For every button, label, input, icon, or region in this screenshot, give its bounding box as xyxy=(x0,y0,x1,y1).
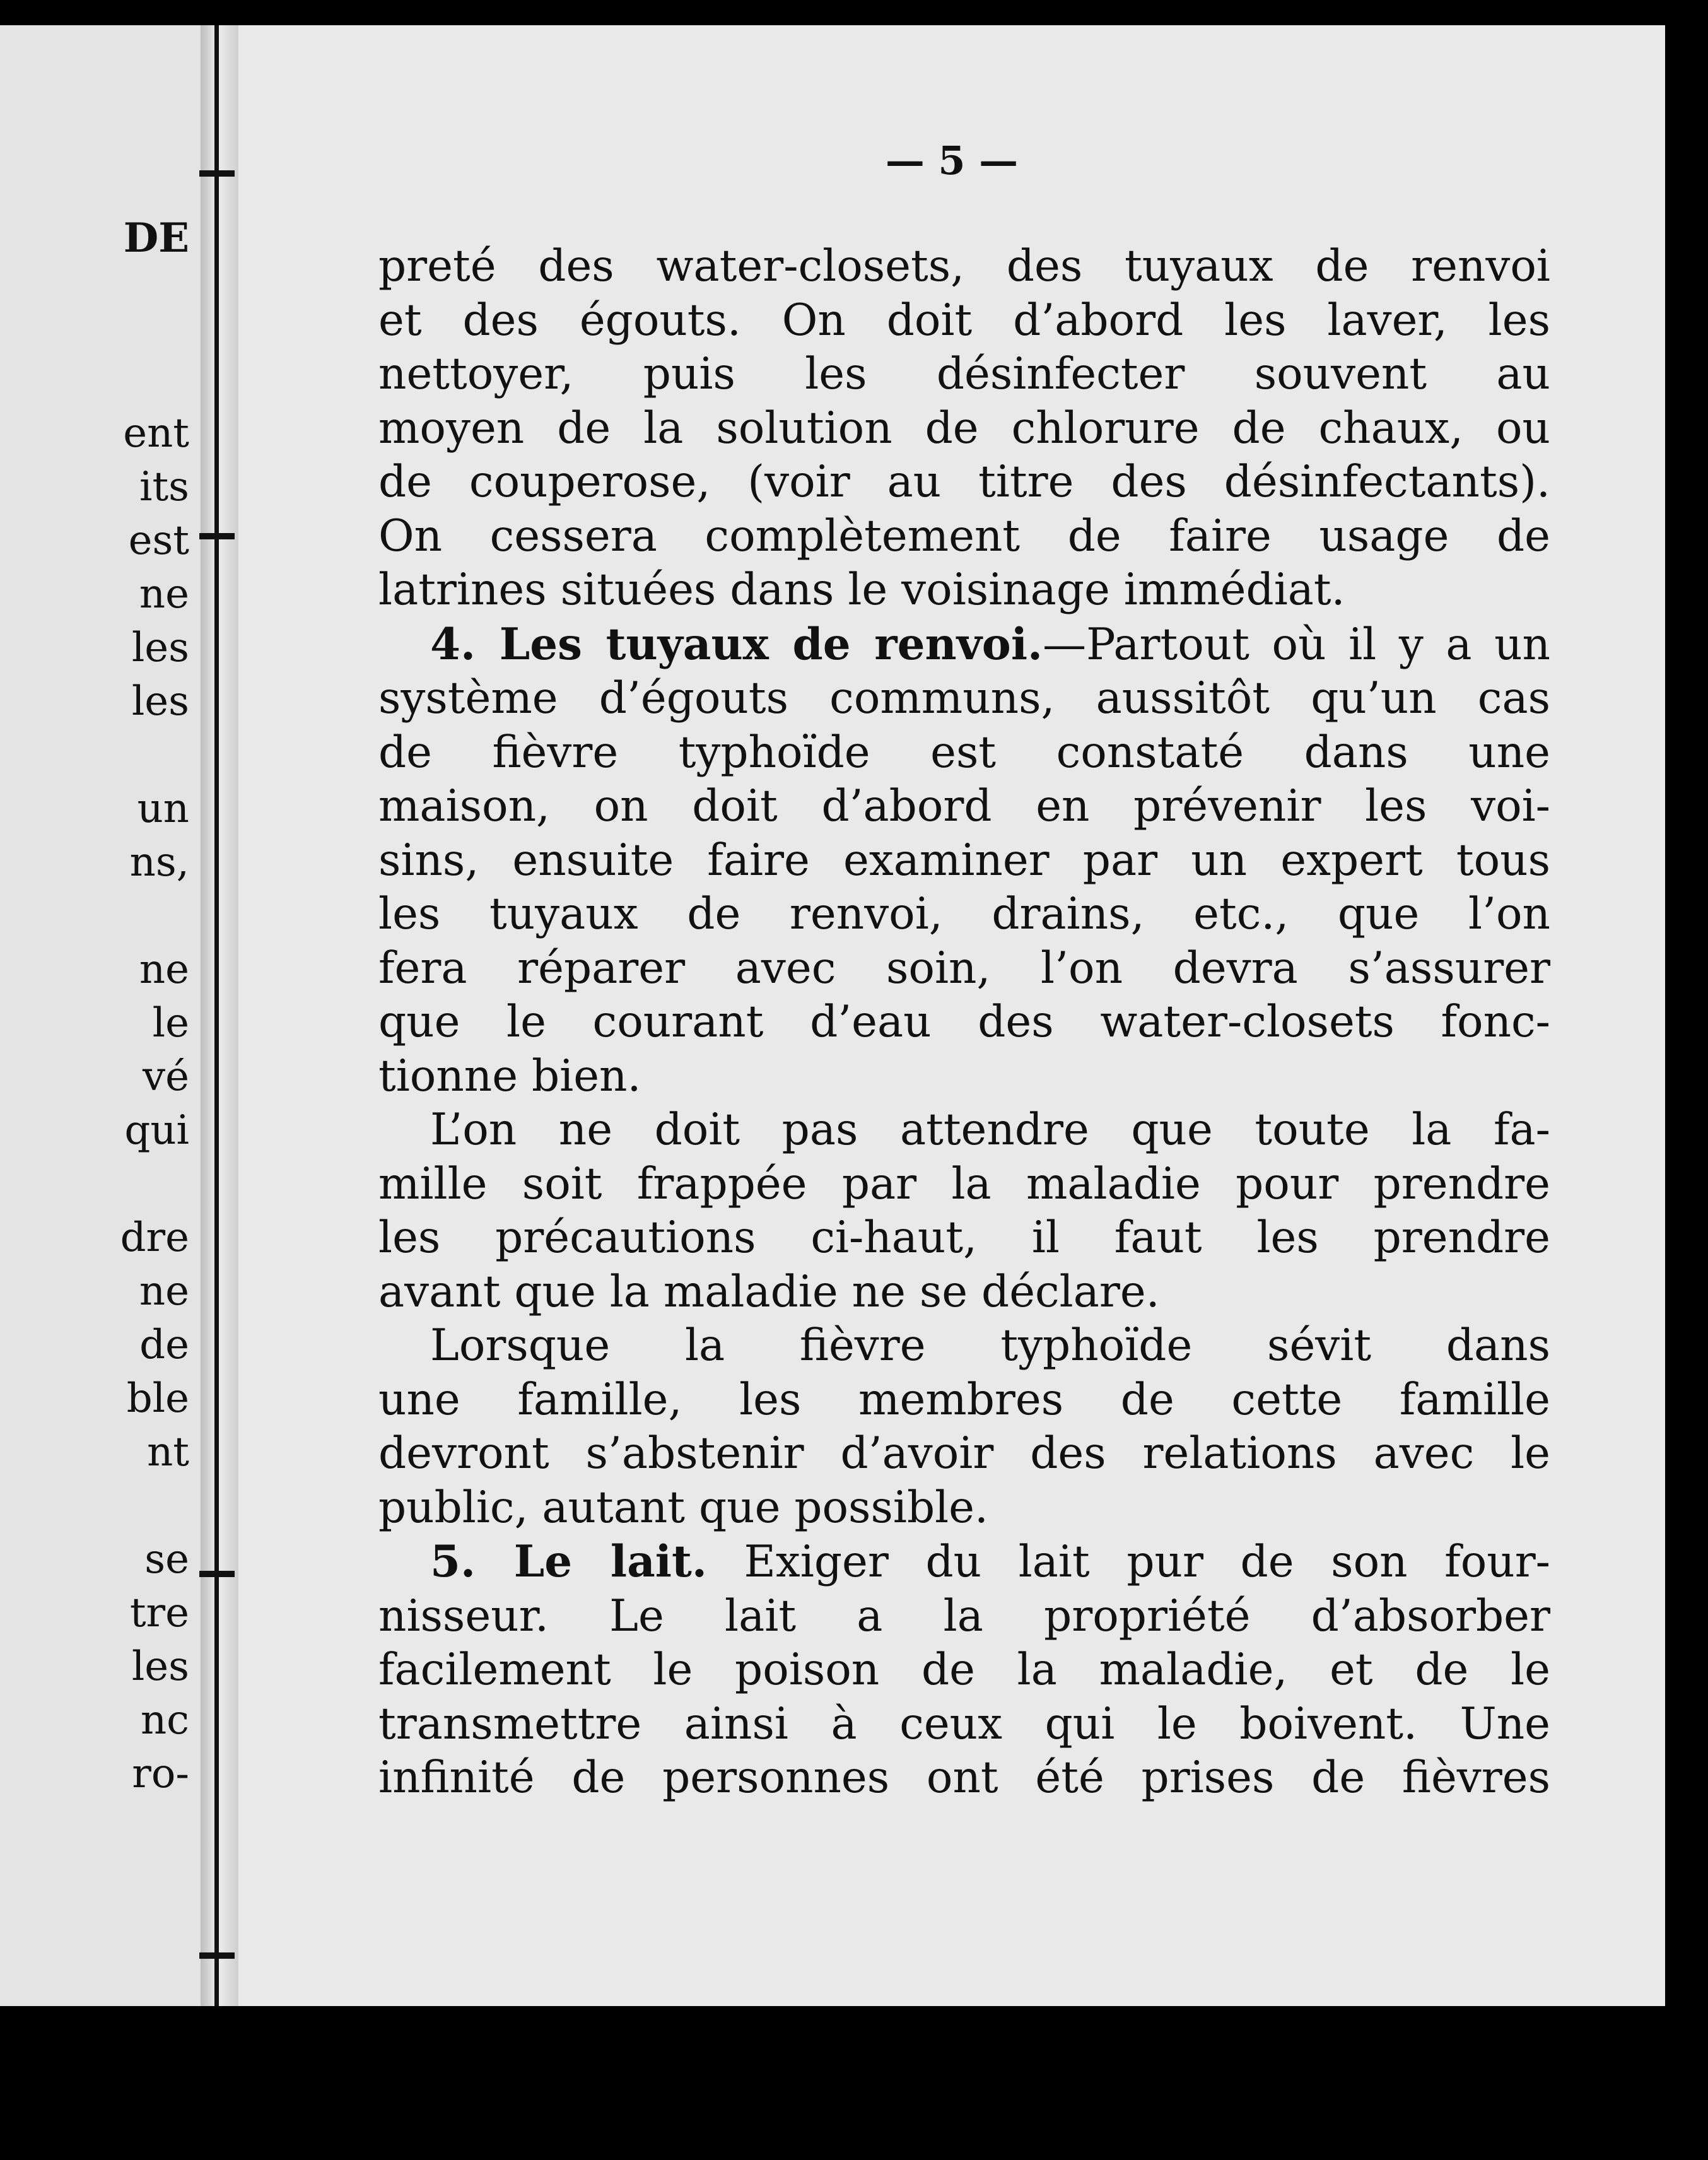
left-page-text-fragment: est xyxy=(128,517,189,564)
text-line xyxy=(378,240,1550,294)
left-page-text-fragment: de xyxy=(139,1322,189,1368)
left-page-text-fragment: ro- xyxy=(132,1751,189,1797)
left-page-text-fragment: le xyxy=(152,1000,189,1047)
body-text xyxy=(378,240,1550,1805)
text-line xyxy=(378,888,1550,942)
text-line-content: tionne bien. xyxy=(378,1050,641,1101)
text-line-content: Exiger du lait pur de son four- xyxy=(706,1537,1550,1587)
text-line xyxy=(378,1698,1550,1752)
text-line xyxy=(378,1481,1550,1535)
text-line xyxy=(378,780,1550,834)
text-line xyxy=(378,1643,1550,1698)
section-heading: 4. Les tuyaux de renvoi. xyxy=(430,618,1043,670)
left-page-text-fragment: un xyxy=(137,785,189,832)
text-line xyxy=(378,1373,1550,1428)
left-page-text-fragment: ne xyxy=(139,571,189,618)
spine-stitch xyxy=(199,1571,235,1577)
text-line-content: de couperose, (voir au titre des désinfectants). xyxy=(378,457,1550,507)
spine-stitch xyxy=(199,533,235,539)
text-line-content: que le courant d’eau des water-closets fonc- xyxy=(378,997,1550,1047)
text-line xyxy=(378,455,1550,510)
main-page xyxy=(238,25,1665,2006)
text-line-content: maison, on doit d’abord en prévenir les voi- xyxy=(378,781,1550,831)
text-line xyxy=(378,1158,1550,1212)
left-page-text-fragment: ent xyxy=(123,410,189,457)
spine-stitch xyxy=(199,1952,235,1959)
text-line xyxy=(378,402,1550,456)
text-line xyxy=(378,510,1550,564)
text-line-content: les précautions ci-haut, il faut les prendre xyxy=(378,1212,1550,1263)
text-line-content: moyen de la solution de chlorure de chaux, ou xyxy=(378,402,1550,454)
text-line-content: mille soit frappée par la maladie pour prendre xyxy=(378,1158,1550,1209)
spine-stitch xyxy=(199,170,235,177)
text-line-content: transmettre ainsi à ceux qui le boivent. Une xyxy=(378,1698,1550,1749)
text-line xyxy=(378,1427,1550,1481)
text-line xyxy=(378,1590,1550,1644)
text-line-content: —Partout où il y a un xyxy=(1043,619,1550,670)
text-line-content: Lorsque la fièvre typhoïde sévit dans xyxy=(430,1320,1550,1371)
left-page-text-fragment: se xyxy=(144,1536,189,1583)
text-line xyxy=(378,348,1550,402)
text-line-content: nettoyer, puis les désinfecter souvent au xyxy=(378,349,1550,399)
text-line-content: facilement le poison de la maladie, et de le xyxy=(378,1645,1550,1695)
text-line xyxy=(378,726,1550,780)
left-page-text-fragment: DE xyxy=(123,214,189,262)
text-line-content: public, autant que possible. xyxy=(378,1482,988,1533)
page-number: — 5 — xyxy=(885,138,1019,184)
text-line xyxy=(378,672,1550,726)
text-line xyxy=(378,995,1550,1050)
left-page-text-fragment: ne xyxy=(139,1268,189,1315)
left-page-text-fragment: vé xyxy=(142,1054,189,1100)
left-page-text-fragment: ne xyxy=(139,946,189,993)
text-line-content: latrines situées dans le voisinage immédiat. xyxy=(378,565,1345,615)
text-line xyxy=(378,1103,1550,1158)
text-line-content: sins, ensuite faire examiner par un expert tous xyxy=(378,835,1550,886)
text-line xyxy=(378,618,1550,672)
text-line-content: devront s’abstenir d’avoir des relations avec le xyxy=(378,1428,1550,1479)
left-page-fragment xyxy=(0,25,201,2006)
left-page-text-fragment: les xyxy=(131,678,189,725)
left-page-text-fragment: ble xyxy=(126,1375,189,1422)
text-line xyxy=(378,942,1550,996)
text-line-content: les tuyaux de renvoi, drains, etc., que l’on xyxy=(378,889,1550,939)
text-line-content: de fièvre typhoïde est constaté dans une xyxy=(378,727,1550,778)
left-page-text-fragment: les xyxy=(131,1643,189,1690)
left-page-text-fragment: qui xyxy=(124,1107,189,1154)
text-line-content: On cessera complètement de faire usage de xyxy=(378,510,1550,561)
text-line xyxy=(378,1535,1550,1590)
text-line-content: avant que la maladie ne se déclare. xyxy=(378,1266,1160,1317)
text-line xyxy=(378,1319,1550,1373)
left-page-text-fragment: nc xyxy=(140,1697,189,1744)
book-spine xyxy=(201,25,238,2006)
text-line-content: infinité de personnes ont été prises de fièvres xyxy=(378,1752,1550,1803)
text-line-content: système d’égouts communs, aussitôt qu’un cas xyxy=(378,673,1550,724)
text-line-content: preté des water-closets, des tuyaux de renvoi xyxy=(378,241,1550,291)
text-line xyxy=(378,1751,1550,1805)
text-line xyxy=(378,834,1550,888)
text-line-content: une famille, les membres de cette famille xyxy=(378,1374,1550,1425)
section-heading: 5. Le lait. xyxy=(430,1536,707,1587)
text-line-content: L’on ne doit pas attendre que toute la fa- xyxy=(430,1105,1550,1155)
left-page-text-fragment: tre xyxy=(129,1590,189,1636)
left-page-text-fragment: ns, xyxy=(129,839,189,886)
text-line xyxy=(378,1211,1550,1265)
text-line-content: fera réparer avec soin, l’on devra s’assurer xyxy=(378,942,1550,994)
left-page-text-fragment: nt xyxy=(147,1429,189,1476)
text-line-content: et des égouts. On doit d’abord les laver, les xyxy=(378,295,1550,346)
text-line xyxy=(378,1050,1550,1104)
text-line xyxy=(378,1265,1550,1320)
text-line-content: nisseur. Le lait a la propriété d’absorber xyxy=(378,1590,1550,1641)
spine-thread xyxy=(214,25,219,2006)
left-page-text-fragment: les xyxy=(131,625,189,671)
text-line xyxy=(378,563,1550,618)
left-page-text-fragment: its xyxy=(139,464,189,510)
text-line xyxy=(378,294,1550,348)
left-page-text-fragment: dre xyxy=(120,1214,189,1261)
